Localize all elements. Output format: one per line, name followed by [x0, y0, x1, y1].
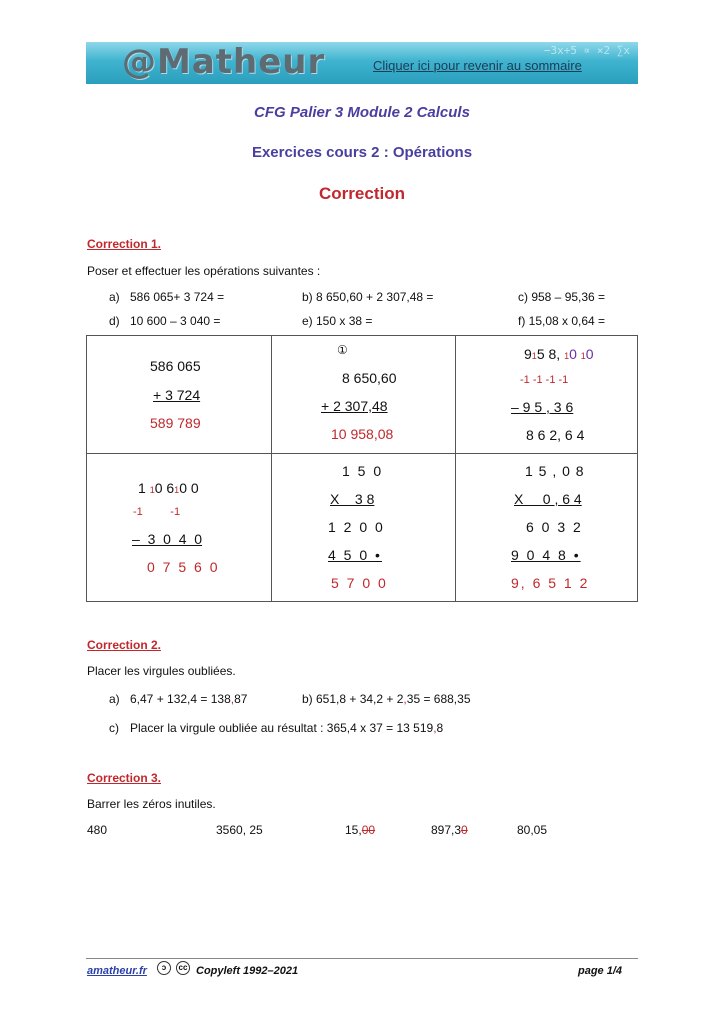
cell-b-carry: ①: [337, 343, 348, 357]
sec2-c-post: 8: [436, 721, 444, 735]
cell-e-line4: 4 5 0 •: [328, 547, 382, 563]
cell-c-carry: 1: [531, 351, 537, 361]
cell-f-line4: 9 0 4 8 •: [511, 547, 581, 563]
cell-c-line2: – 9 5 , 3 6: [511, 399, 574, 415]
cell-c-borrows: -1 -1 -1 -1: [520, 374, 569, 386]
cell-d-carry: 1: [149, 485, 155, 495]
module-title: CFG Palier 3 Module 2 Calculs: [254, 104, 470, 121]
cell-c-digit: 0: [585, 346, 594, 362]
sec2-c-pre: Placer la virgule oubliée au résultat : 365,4 x 37 = 13 519: [130, 721, 434, 735]
sec2-b: [302, 692, 471, 706]
cell-b-line1: 8 650,60: [342, 370, 397, 386]
cell-e-result: 5 7 0 0: [331, 575, 388, 591]
cell-c-carry: 1: [580, 351, 586, 361]
section1-instruction: Poser et effectuer les opérations suivantes :: [87, 264, 321, 278]
footer-divider: [86, 958, 638, 959]
zero-value: [517, 823, 547, 837]
cell-f-line1: 1 5 , 0 8: [525, 463, 585, 479]
cell-d-digit: 0 6: [154, 480, 175, 496]
header-banner: [86, 42, 638, 84]
zero-value-text: 897,3: [431, 823, 462, 837]
exercise-title: Exercices cours 2 : Opérations: [251, 144, 473, 161]
zero-value: [431, 823, 468, 837]
section2-instruction: Placer les virgules oubliées.: [87, 664, 236, 678]
sec2-c: [130, 721, 443, 735]
sec2-b-post: 35 = 688,35: [406, 692, 471, 706]
banner-decoration: −3x+5 ∝ ×2 ∑x: [543, 44, 630, 57]
cell-d-borrows: -1 -1: [133, 506, 181, 518]
grid-divider: [87, 453, 637, 454]
zero-value: [87, 823, 107, 837]
sec2-b-comma: ,: [403, 692, 407, 706]
cell-f-line2: X 0 , 6 4: [514, 491, 582, 507]
sec2-a-comma: ,: [230, 692, 235, 706]
cell-c-digit: 5 8,: [536, 346, 561, 362]
op-e: e) 150 x 38 =: [302, 314, 373, 328]
cell-c-digit: 0: [569, 346, 577, 362]
cell-f-line3: 6 0 3 2: [526, 519, 583, 535]
section2-heading: Correction 2.: [87, 638, 162, 652]
zero-value-text: 3560, 25: [216, 823, 263, 837]
cell-a-line1: 586 065: [150, 358, 201, 374]
sec2-b-pre: b) 651,8 + 34,2 + 2: [302, 692, 404, 706]
grid-divider: [271, 336, 272, 601]
zero-value-text: 80,05: [517, 823, 548, 837]
sec2-c-comma: ,: [433, 721, 437, 735]
footer-site-link[interactable]: amatheur.fr: [87, 965, 147, 977]
op-a-label: a): [109, 290, 120, 304]
section1-heading: Correction 1.: [87, 237, 162, 251]
cell-e-line1: 1 5 0: [342, 463, 384, 479]
section3-instruction: Barrer les zéros inutiles.: [87, 797, 216, 811]
zero-value: [216, 823, 263, 837]
section3-heading: Correction 3.: [87, 771, 162, 785]
cell-d-digit: 0 0: [179, 480, 199, 496]
op-c: c) 958 – 95,36 =: [518, 290, 606, 304]
struck-zeros: 0: [461, 823, 468, 837]
cell-d-digit: 1: [138, 480, 146, 496]
site-logo: @Matheur: [122, 42, 326, 82]
zero-value-text: 15,: [345, 823, 362, 837]
sec2-a: [130, 692, 247, 706]
op-d-label: d): [109, 314, 120, 328]
creative-commons-icon: cc: [176, 961, 190, 975]
correction-title: Correction: [319, 184, 405, 203]
cell-e-line3: 1 2 0 0: [328, 519, 385, 535]
sec2-a-label: a): [109, 692, 120, 706]
cell-f-result: 9, 6 5 1 2: [511, 575, 590, 591]
footer-page-number: page 1/4: [578, 965, 623, 977]
cell-a-line2: + 3 724: [153, 387, 201, 403]
op-a: 586 065+ 3 724 =: [130, 290, 225, 304]
cell-b-line2: + 2 307,48: [321, 398, 388, 414]
cell-b-result: 10 958,08: [331, 426, 394, 442]
zero-value: [345, 823, 375, 837]
cell-d-line1: [138, 480, 199, 496]
cell-c-result: 8 6 2, 6 4: [526, 427, 585, 443]
sec2-c-label: c): [109, 721, 119, 735]
cell-a-result: 589 789: [150, 415, 201, 431]
op-f: f) 15,08 x 0,64 =: [518, 314, 606, 328]
cell-c-carry: 1: [564, 351, 570, 361]
struck-zeros: 00: [361, 823, 376, 837]
cell-d-line2: – 3 0 4 0: [132, 531, 203, 547]
back-to-summary-link[interactable]: Cliquer ici pour revenir au sommaire: [373, 58, 582, 73]
grid-divider: [455, 336, 456, 601]
op-b: b) 8 650,60 + 2 307,48 =: [302, 290, 434, 304]
zero-value-text: 480: [87, 823, 108, 837]
cell-d-result: 0 7 5 6 0: [147, 559, 220, 575]
cell-c-digit: 9: [524, 346, 532, 362]
cell-e-line2: X 3 8: [330, 491, 375, 507]
cell-c-line1: [524, 346, 594, 362]
sec2-a-pre: 6,47 + 132,4 = 138: [130, 692, 231, 706]
footer-copyleft: Copyleft 1992–2021: [196, 965, 299, 977]
op-d: 10 600 – 3 040 =: [130, 314, 221, 328]
copyleft-icon: ↄ: [157, 961, 171, 975]
operations-grid: [86, 335, 638, 602]
sec2-a-post: 87: [234, 692, 248, 706]
cell-d-carry: 1: [174, 485, 180, 495]
